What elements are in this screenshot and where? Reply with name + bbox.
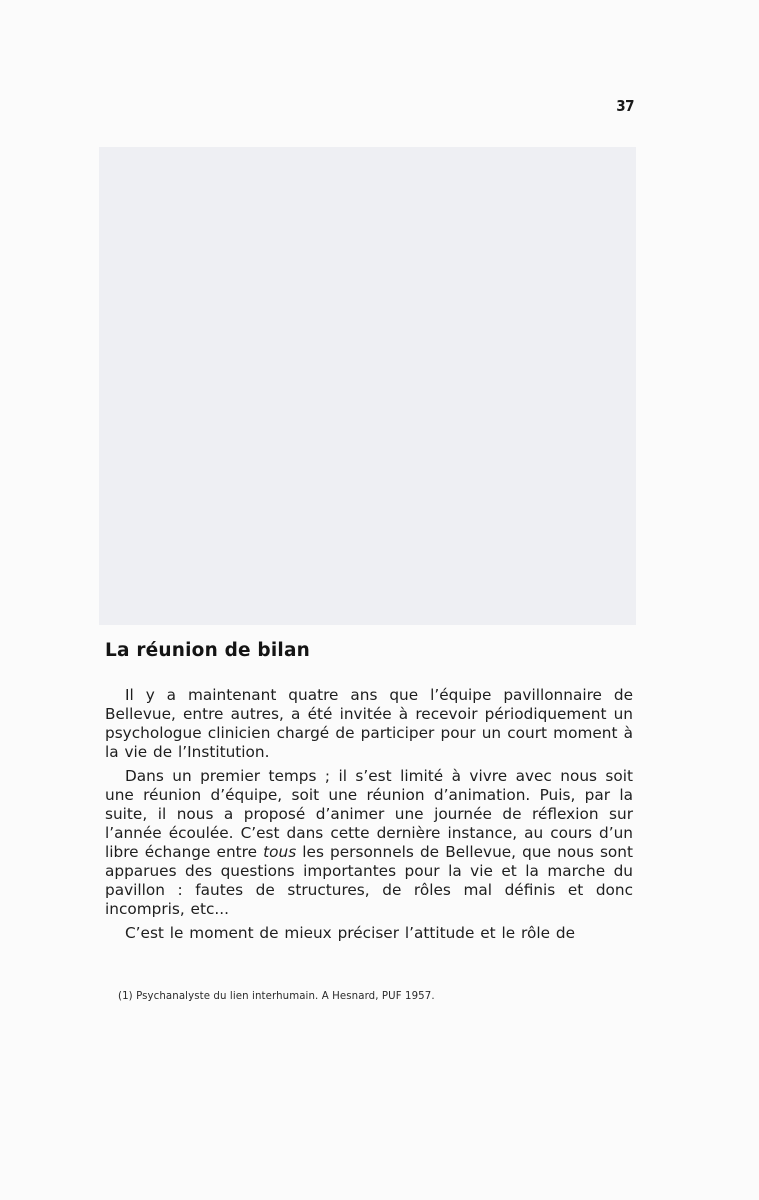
section-title: La réunion de bilan — [105, 640, 310, 661]
emphasis-text: tous — [263, 843, 297, 861]
paragraph-text: Dans un premier temps ; il s’est limité à vivre avec nous soit une réunion d’équipe, soit une réunion d’animation. Puis, par la suite, il nous a proposé d’animer une journée de réflexion sur l’année écoulée. C’est dans cette dernière instance, au cours d’un libre échange entre — [105, 767, 633, 861]
blank-figure-area — [99, 147, 636, 625]
paragraph-text: Il y a maintenant quatre ans que l’équipe pavillonnaire de Bellevue, entre autres, a été invitée à recevoir périodiquement un psychologue clinicien chargé de participer pour un court moment à la vie de l’Institution. — [105, 686, 633, 761]
page-number: 37 — [616, 97, 634, 115]
paragraph-3 — [105, 924, 633, 943]
paragraph-2 — [105, 767, 633, 919]
body-text — [105, 686, 633, 948]
footnote: (1) Psychanalyste du lien interhumain. A Hesnard, PUF 1957. — [118, 991, 435, 1002]
paragraph-1 — [105, 686, 633, 762]
paragraph-text: C’est le moment de mieux préciser l’attitude et le rôle de — [125, 924, 576, 942]
paragraph-text: les personnels de Bellevue, que nous sont apparues des questions importantes pour la vie et la marche du pavillon : fautes de structures, de rôles mal définis et donc incompris, etc... — [105, 843, 633, 918]
